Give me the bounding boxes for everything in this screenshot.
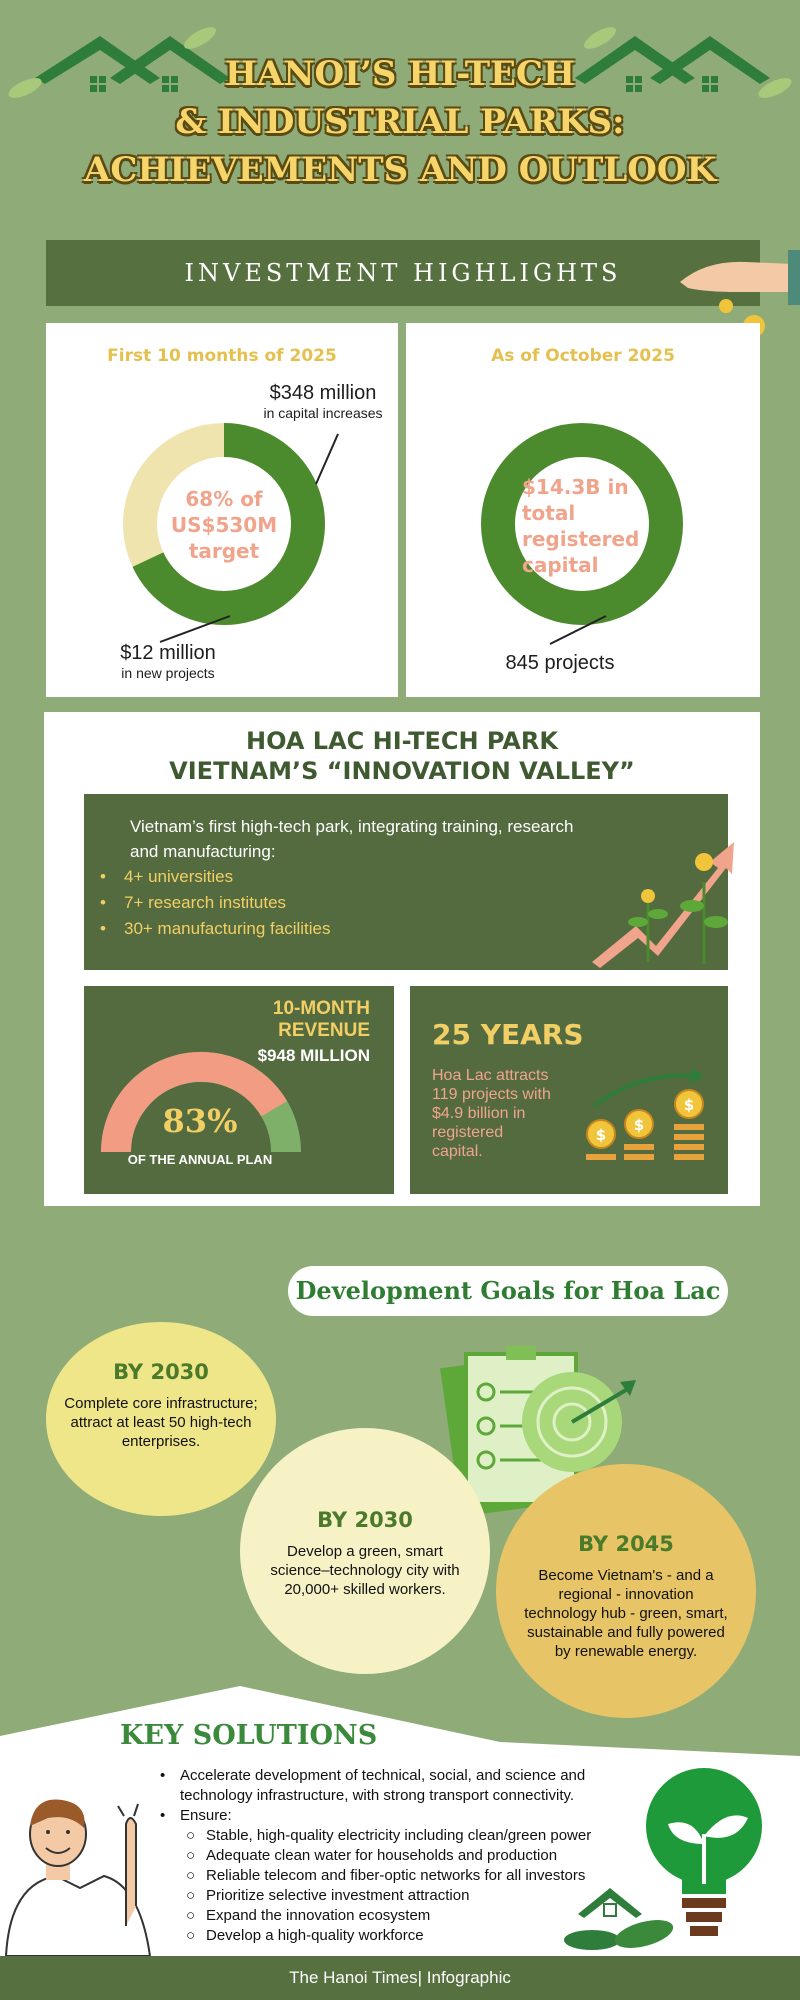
- years-text: [432, 1066, 551, 1161]
- right-center-line-4: capital: [522, 553, 599, 577]
- right-annotation-line: [540, 612, 620, 648]
- list-item: • 7+ research institutes: [100, 893, 287, 912]
- left-annotation-lines: [150, 430, 350, 650]
- sub-item-telecom: Reliable telecom and fiber-optic networks for all investors: [206, 1867, 586, 1884]
- goal-circle-2: [240, 1428, 490, 1674]
- sub-item-electricity: Stable, high-quality electricity including clean/green power: [206, 1827, 592, 1844]
- years-text-line-1: Hoa Lac attracts: [432, 1067, 549, 1084]
- list-item: • Ensure:: [160, 1807, 232, 1824]
- bullet-research: 7+ research institutes: [124, 893, 287, 912]
- bullet-universities: 4+ universities: [124, 867, 234, 886]
- years-heading: 25 YEARS: [432, 1018, 584, 1051]
- list-item: ○ Prioritize selective investment attraction: [186, 1887, 470, 1904]
- new-projects-caption: in new projects: [121, 665, 215, 681]
- list-item: • Accelerate development of technical, social, and science and technology infrastructure, with strong transport connectivity.: [160, 1767, 586, 1804]
- goal-2-line-1: Develop a green, smart: [287, 1543, 443, 1560]
- person-pointing-icon: [0, 1776, 160, 1956]
- bullet-manufacturing: 30+ manufacturing facilities: [124, 919, 331, 938]
- goal-1-year: BY 2030: [113, 1360, 209, 1384]
- investment-highlights-banner: INVESTMENT HIGHLIGHTS: [46, 240, 760, 306]
- growth-arrow-icon: [586, 822, 742, 970]
- solution-2: Ensure:: [180, 1807, 232, 1824]
- goal-3-line-3: technology hub - green, smart,: [524, 1605, 728, 1622]
- coin-stacks-icon: [580, 1060, 714, 1168]
- svg-text:$: $: [595, 1126, 607, 1144]
- goal-circle-3: [496, 1464, 756, 1718]
- goal-2-year: BY 2030: [317, 1508, 413, 1532]
- left-center-line-2: US$530M: [170, 513, 278, 537]
- capital-increase-value: $348 million: [269, 382, 377, 404]
- intro-line-1: Vietnam’s first high-tech park, integrating training, research: [130, 817, 574, 836]
- revenue-value: $948 MILLION: [257, 1046, 370, 1065]
- title-line-1: HANOI’S HI-TECH: [224, 54, 576, 94]
- left-bottom-annotation: [100, 642, 236, 681]
- hoa-lac-title-line-2: VIETNAM’S “INNOVATION VALLEY”: [169, 757, 635, 785]
- list-item: • 4+ universities: [100, 867, 234, 886]
- list-item: ○ Expand the innovation ecosystem: [186, 1907, 431, 1924]
- list-item: ○ Reliable telecom and fiber-optic networks for all investors: [186, 1867, 586, 1884]
- page-title: [0, 50, 800, 194]
- years-text-line-4: registered: [432, 1124, 504, 1141]
- revenue-heading-line-1: 10-MONTH: [272, 998, 370, 1019]
- title-line-2: & INDUSTRIAL PARKS:: [175, 102, 625, 142]
- title-line-3: ACHIEVEMENTS AND OUTLOOK: [83, 150, 717, 190]
- left-top-annotation: [248, 382, 398, 421]
- svg-text:$: $: [633, 1116, 645, 1134]
- goal-1-line-3: enterprises.: [121, 1433, 201, 1450]
- goal-1-line-2: attract at least 50 high-tech: [70, 1414, 252, 1431]
- goal-2-line-2: science–technology city with: [270, 1562, 460, 1579]
- sub-item-investment: Prioritize selective investment attraction: [206, 1887, 470, 1904]
- left-center-line-1: 68% of: [185, 487, 263, 511]
- key-solutions-heading: KEY SOLUTIONS: [120, 1720, 378, 1751]
- goal-3-line-5: by renewable energy.: [554, 1643, 698, 1660]
- goal-3-year: BY 2045: [578, 1532, 674, 1556]
- revenue-caption: OF THE ANNUAL PLAN: [127, 1152, 273, 1167]
- goal-2-line-3: 20,000+ skilled workers.: [284, 1581, 446, 1598]
- hoa-lac-title-line-1: HOA LAC HI-TECH PARK: [246, 727, 558, 755]
- new-projects-value: $12 million: [120, 642, 216, 664]
- development-goals-heading: Development Goals for Hoa Lac: [288, 1266, 728, 1316]
- sub-item-water: Adequate clean water for households and production: [206, 1847, 558, 1864]
- right-ring-center-text: [522, 474, 642, 578]
- right-center-line-3: registered: [522, 527, 640, 551]
- left-period-label: First 10 months of 2025: [107, 346, 337, 366]
- goal-3-line-1: Become Vietnam's - and a: [538, 1567, 714, 1584]
- right-period-label: As of October 2025: [491, 346, 675, 366]
- goal-3-line-2: regional - innovation: [558, 1586, 694, 1603]
- revenue-heading-line-2: REVENUE: [278, 1020, 370, 1041]
- goal-circle-1: [46, 1322, 276, 1516]
- hoa-lac-intro: [100, 814, 640, 942]
- svg-text:$: $: [683, 1096, 695, 1114]
- list-item: • 30+ manufacturing facilities: [100, 919, 331, 938]
- right-center-line-1: $14.3B in: [522, 475, 629, 499]
- sub-item-workforce: Develop a high-quality workforce: [206, 1927, 424, 1944]
- sub-item-ecosystem: Expand the innovation ecosystem: [206, 1907, 431, 1924]
- right-center-line-2: total: [522, 501, 576, 525]
- goal-3-line-4: sustainable and fully powered: [527, 1624, 725, 1641]
- revenue-heading: [240, 998, 370, 1042]
- solution-1-line-1: Accelerate development of technical, social, and science and: [180, 1767, 586, 1784]
- green-bulb-icon: [556, 1764, 776, 1954]
- years-text-line-3: $4.9 billion in: [432, 1105, 526, 1122]
- projects-count: 845 projects: [505, 652, 615, 674]
- left-center-line-3: target: [188, 539, 260, 563]
- capital-increase-caption: in capital increases: [263, 405, 383, 421]
- revenue-percent: 83%: [162, 1102, 238, 1140]
- footer-credit: The Hanoi Times| Infographic: [0, 1956, 800, 2000]
- list-item: ○ Adequate clean water for households and production: [186, 1847, 558, 1864]
- years-text-line-2: 119 projects with: [432, 1086, 551, 1103]
- hoa-lac-title: [44, 726, 760, 786]
- list-item: ○ Develop a high-quality workforce: [186, 1927, 424, 1944]
- years-text-line-5: capital.: [432, 1143, 483, 1160]
- list-item: ○ Stable, high-quality electricity including clean/green power: [186, 1827, 592, 1844]
- solution-1-line-2: technology infrastructure, with strong transport connectivity.: [180, 1787, 575, 1804]
- intro-line-2: and manufacturing:: [130, 842, 276, 861]
- goal-1-line-1: Complete core infrastructure;: [64, 1395, 258, 1412]
